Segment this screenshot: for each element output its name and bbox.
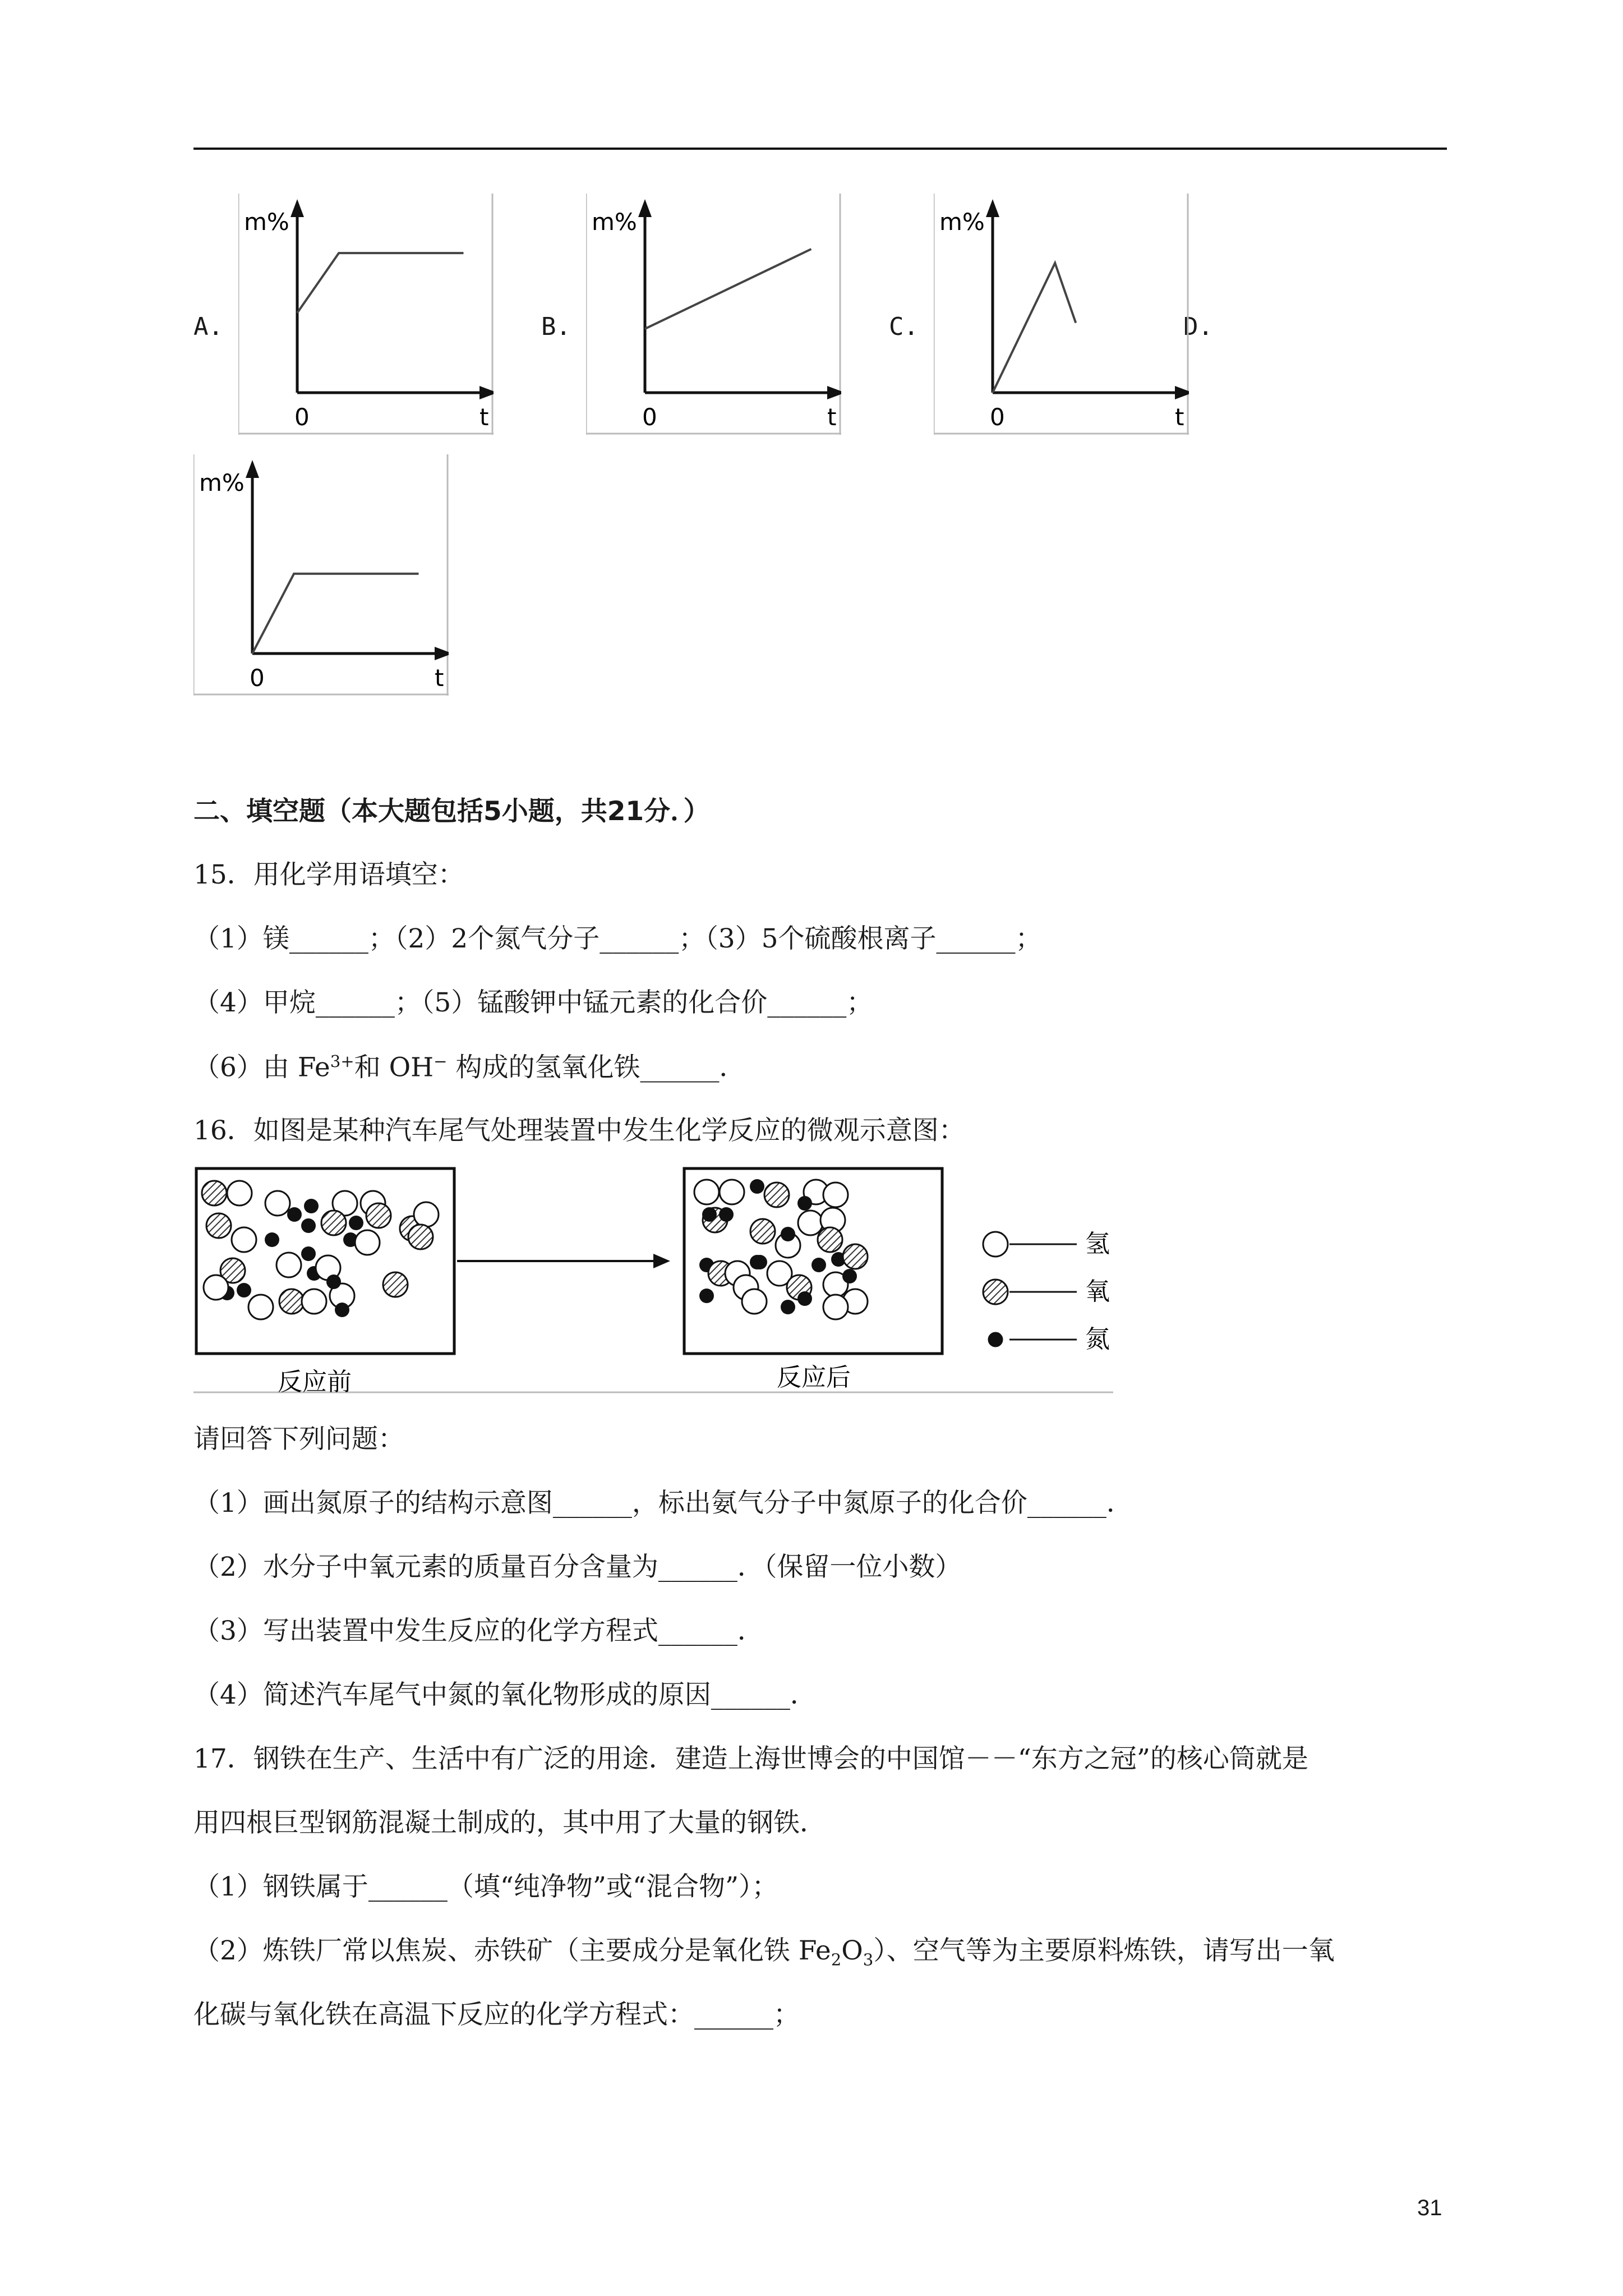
chart-svg-a — [238, 194, 494, 435]
q17-line-2: （2）炼铁厂常以焦炭、赤铁矿（主要成分是氧化铁 $Fe_2O_3$）、空气等为主要原料炼铁，请写出一氧 — [193, 1935, 1335, 1970]
chart-svg-b — [586, 194, 841, 435]
hydrogen-atom — [248, 1295, 273, 1319]
oxygen-atom — [750, 1219, 775, 1244]
series-line — [252, 574, 418, 654]
x-axis-label: t — [827, 403, 837, 431]
nitrogen-atom — [287, 1207, 302, 1222]
oxygen-atom — [843, 1244, 868, 1269]
y-axis-arrow — [986, 199, 999, 217]
hydrogen-atom — [232, 1227, 256, 1252]
oxygen-atom — [206, 1213, 231, 1238]
x-zero-label: 0 — [990, 403, 1005, 431]
x-axis-arrow — [435, 647, 449, 660]
q17-line-1: （1）钢铁属于______（填“纯净物”或“混合物”）； — [193, 1871, 778, 1902]
nitrogen-atom — [811, 1258, 826, 1272]
oxygen-atom — [818, 1227, 842, 1252]
q15-stem: 15．用化学用语填空： — [193, 859, 464, 890]
q15-line-2: （4）甲烷______；（5）锰酸钾中锰元素的化合价______； — [193, 987, 873, 1018]
nitrogen-atom — [719, 1207, 734, 1222]
chart-option-a — [238, 194, 494, 435]
series-line — [297, 253, 463, 313]
x-axis-arrow — [827, 386, 841, 399]
hydrogen-atom — [355, 1230, 380, 1255]
y-axis-label: m% — [592, 208, 637, 236]
nitrogen-atom — [842, 1269, 857, 1283]
nitrogen-atom — [702, 1207, 717, 1222]
option-b-label: B. — [541, 312, 571, 341]
legend-oxygen: 氧 — [1085, 1277, 1110, 1306]
oxygen-atom — [366, 1203, 391, 1228]
header-rule — [193, 148, 1447, 150]
hydrogen-atom — [823, 1182, 848, 1207]
q16-stem: 16．如图是某种汽车尾气处理装置中发生化学反应的微观示意图： — [193, 1115, 965, 1146]
x-axis-label: t — [435, 664, 444, 692]
hydrogen-atom — [302, 1289, 326, 1314]
after-molecules — [694, 1179, 868, 1319]
hydrogen-atom — [414, 1202, 439, 1227]
oxygen-atom — [202, 1181, 227, 1205]
nitrogen-atom — [301, 1246, 316, 1261]
oxygen-atom — [764, 1182, 789, 1207]
hydrogen-atom — [265, 1191, 290, 1216]
option-c-label: C. — [889, 312, 919, 341]
y-axis-label: m% — [939, 208, 985, 236]
chart-svg-c — [934, 194, 1189, 435]
x-zero-label: 0 — [294, 403, 310, 431]
x-zero-label: 0 — [642, 403, 657, 431]
y-axis-arrow — [246, 460, 259, 478]
x-axis-label: t — [1175, 403, 1184, 431]
hydrogen-atom — [798, 1211, 823, 1235]
legend-hydrogen: 氢 — [1085, 1230, 1110, 1258]
nitrogen-atom — [781, 1300, 795, 1314]
nitrogen-atom — [797, 1196, 812, 1211]
x-zero-label: 0 — [250, 664, 265, 692]
legend-nitrogen: 氮 — [1085, 1325, 1110, 1354]
legend — [983, 1232, 1077, 1346]
legend-hydrogen-symbol — [983, 1232, 1008, 1257]
nitrogen-atom — [750, 1179, 764, 1194]
before-label: 反应前 — [278, 1368, 352, 1396]
nitrogen-atom — [750, 1255, 764, 1269]
option-a-label: A. — [193, 312, 223, 341]
option-d-label: D. — [1183, 312, 1213, 341]
nitrogen-atom — [797, 1291, 812, 1306]
chart-svg-d — [193, 454, 449, 696]
chart-option-b — [586, 194, 841, 435]
legend-nitrogen-symbol — [989, 1333, 1002, 1346]
nitrogen-atom — [301, 1218, 316, 1233]
hydrogen-atom — [276, 1253, 301, 1277]
page-number: 31 — [1417, 2196, 1442, 2220]
nitrogen-atom — [699, 1289, 714, 1303]
after-label: 反应后 — [777, 1363, 851, 1392]
q17-line-3: 化碳与氧化铁在高温下反应的化学方程式：______； — [193, 1999, 800, 2030]
before-molecules — [202, 1181, 439, 1319]
hydrogen-atom — [694, 1180, 719, 1204]
y-axis-arrow — [638, 199, 652, 217]
nitrogen-atom — [237, 1283, 251, 1297]
q16-line-3: （3）写出装置中发生反应的化学方程式______． — [193, 1616, 764, 1646]
oxygen-atom — [408, 1225, 433, 1249]
reaction-diagram — [193, 1161, 1113, 1399]
section-heading: 二、填空题（本大题包括5小题，共21分．） — [193, 796, 710, 827]
oxygen-atom — [383, 1272, 408, 1297]
hydrogen-atom — [204, 1275, 228, 1300]
q16-line-1: （1）画出氮原子的结构示意图______，标出氨气分子中氮原子的化合价______． — [193, 1488, 1133, 1519]
chart-option-c — [934, 194, 1189, 435]
nitrogen-atom — [326, 1274, 341, 1289]
series-line — [645, 249, 811, 329]
oxygen-atom — [321, 1211, 346, 1235]
nitrogen-atom — [265, 1232, 279, 1247]
x-axis-arrow — [1175, 386, 1189, 399]
q15-line-1: （1）镁______；（2）2个氮气分子______；（3）5个硫酸根离子______； — [193, 923, 1042, 954]
series-line — [993, 263, 1076, 393]
nitrogen-atom — [349, 1216, 363, 1230]
q16-line-4: （4）简述汽车尾气中氮的氧化物形成的原因______． — [193, 1680, 817, 1710]
hydrogen-atom — [823, 1295, 848, 1319]
y-axis-arrow — [291, 199, 304, 217]
hydrogen-atom — [720, 1180, 744, 1204]
q17-stem-1: 17．钢铁在生产、生活中有广泛的用途．建造上海世博会的中国馆－－“东方之冠”的核心筒就是 — [193, 1743, 1308, 1774]
q16-line-2: （2）水分子中氧元素的质量百分含量为______．（保留一位小数） — [193, 1552, 962, 1582]
nitrogen-atom — [335, 1303, 349, 1317]
q17-stem-2: 用四根巨型钢筋混凝土制成的，其中用了大量的钢铁． — [193, 1807, 826, 1838]
y-axis-label: m% — [244, 208, 289, 236]
hydrogen-atom — [227, 1181, 252, 1205]
legend-oxygen-symbol — [983, 1280, 1008, 1304]
y-axis-label: m% — [199, 469, 245, 496]
chart-option-d — [193, 454, 449, 696]
nitrogen-atom — [304, 1199, 319, 1213]
x-axis-arrow — [479, 386, 494, 399]
q16-prompt: 请回答下列问题： — [193, 1424, 404, 1455]
q15-line-3: （6）由 $Fe^{3+}$和 OH− 构成的氢氧化铁______． — [193, 1052, 746, 1083]
hydrogen-atom — [742, 1289, 767, 1314]
oxygen-atom — [279, 1289, 304, 1314]
x-axis-label: t — [479, 403, 489, 431]
nitrogen-atom — [781, 1227, 795, 1241]
